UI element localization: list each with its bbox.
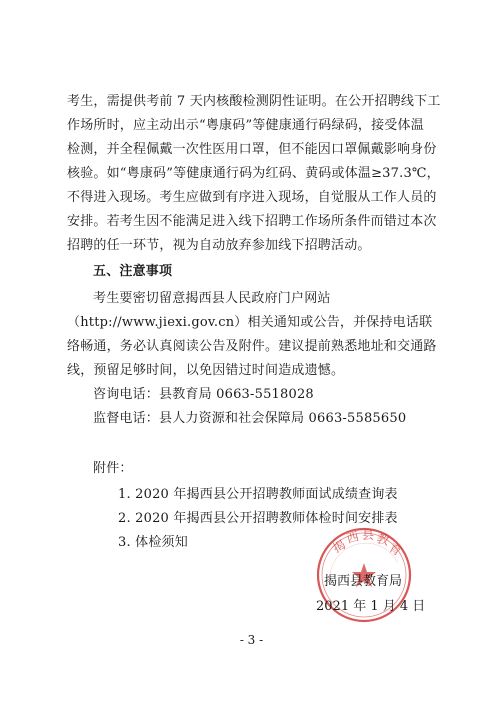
notice-line-3: 络畅通，务必认真阅读公告及附件。建议提前熟悉地址和交通路	[67, 339, 437, 354]
signature-org: 揭西县教育局	[324, 574, 403, 589]
supervise-phone: 监督电话：县人力资源和社会保障局 0663-5585650	[93, 411, 407, 426]
svg-text:育: 育	[386, 540, 404, 559]
body-line-4: 核验。如“粤康码”等健康通行码为红码、黄码或体温≥37.3℃，	[67, 166, 440, 181]
body-line-2: 作场所时，应主动出示“粤康码”等健康通行码绿码，接受体温	[67, 118, 424, 133]
attachment-item-3: 3. 体检须知	[118, 535, 188, 550]
body-line-1: 考生，需提供考前 7 天内核酸检测阴性证明。在公开招聘线下工	[67, 94, 441, 109]
notice-line-4: 线，预留足够时间，以免因错过时间造成遗憾。	[67, 363, 345, 378]
attachments-label: 附件：	[93, 461, 133, 476]
notice-line-1: 考生要密切留意揭西县人民政府门户网站	[93, 291, 331, 306]
consult-phone: 咨询电话：县教育局 0663-5518028	[93, 387, 314, 402]
svg-text:教: 教	[375, 531, 391, 549]
attachment-item-2: 2. 2020 年揭西县公开招聘教师体检时间安排表	[118, 511, 398, 526]
body-line-7: 招聘的任一环节，视为自动放弃参加线下招聘活动。	[67, 238, 371, 253]
svg-text:揭: 揭	[330, 537, 348, 556]
svg-text:县: 县	[362, 528, 375, 542]
body-line-3: 检测，并全程佩戴一次性医用口罩，但不能因口罩佩戴影响身份	[67, 142, 437, 157]
notice-line-2: （http://www.jiexi.gov.cn）相关通知或公告，并保持电话联	[67, 315, 433, 330]
signature-date: 2021 年 1 月 4 日	[316, 599, 426, 614]
attachment-item-1: 1. 2020 年揭西县公开招聘教师面试成绩查询表	[118, 487, 398, 502]
page-number: - 3 -	[239, 633, 264, 647]
body-line-6: 安排。若考生因不能满足进入线下招聘工作场所条件而错过本次	[67, 214, 437, 229]
svg-text:西: 西	[345, 529, 361, 546]
section-heading: 五、注意事项	[93, 264, 173, 279]
body-line-5: 不得进入现场。考生应做到有序进入现场，自觉服从工作人员的	[67, 190, 437, 205]
